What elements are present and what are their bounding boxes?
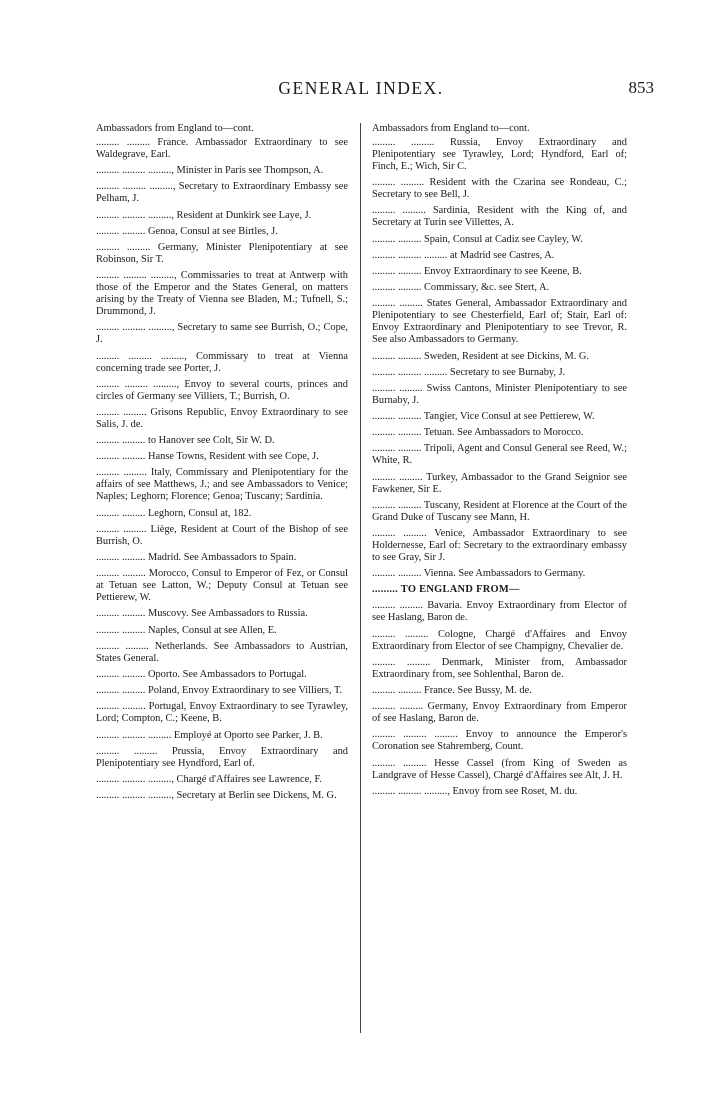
index-entry: ......... ......... Venice, Ambassador Extraordinary to see Holdernesse, Earl of: Secretary to the extraordinary embassy to see Gray, Sir J. <box>372 528 627 563</box>
index-entry: ......... ......... Leghorn, Consul at, 182. <box>96 507 252 519</box>
index-entry: ......... ......... ........., Minister in Paris see Thompson, A. <box>96 165 324 177</box>
index-entry: ......... ......... ........., Chargé d'Affaires see Lawrence, F. <box>96 773 323 785</box>
index-entry: ......... ......... States General, Ambassador Extraordinary and Plenipotentiary to see Chesterfield, Earl of; Stair, Earl of: Envoy Extraordinary and Plenipotentiary to see Trevor, R. See also Ambassadors to Germany. <box>372 298 627 346</box>
index-entry: ......... ......... Russia, Envoy Extraordinary and Plenipotentiary see Tyrawley, Lord; Hyndford, Earl of; Finch, E.; Wich, Sir C. <box>372 137 627 172</box>
section-subheading: ......... TO ENGLAND FROM— <box>372 584 520 596</box>
index-entry: ......... ......... ......... at Madrid see Castres, A. <box>372 249 555 261</box>
right-column <box>372 123 627 802</box>
column-divider <box>360 123 361 1033</box>
index-entry: ......... ......... ........., Commissary to treat at Vienna concerning trade see Porter, J. <box>96 350 348 374</box>
index-entry: ......... ......... ........., Resident at Dunkirk see Laye, J. <box>96 209 312 221</box>
index-entry: ......... ......... Cologne, Chargé d'Affaires and Envoy Extraordinary from Elector of see Champigny, Chevalier de. <box>372 628 627 652</box>
index-entry: ......... ......... Italy, Commissary and Plenipotentiary for the affairs of see Matthews, J.; and see Ambassadors to Venice; Naples; Leghorn; Florence; Genoa; Tuscany; Sardinia. <box>96 467 348 503</box>
page-title: GENERAL INDEX. <box>278 78 444 98</box>
index-entry: ......... ......... Tripoli, Agent and Consul General see Reed, W.; White, R. <box>372 443 627 467</box>
index-entry: ......... ......... ........., Envoy to several courts, princes and circles of Germany see Villiers, T.; Burrish, O. <box>96 378 348 402</box>
index-entry: ......... ......... Genoa, Consul at see Birtles, J. <box>96 225 278 237</box>
index-entry: ......... ......... ......... Secretary to see Burnaby, J. <box>372 366 566 378</box>
index-entry: ......... ......... Netherlands. See Ambassadors to Austrian, States General. <box>96 640 348 664</box>
index-entry: ......... ......... Germany, Minister Plenipotentiary at see Robinson, Sir T. <box>96 241 348 265</box>
index-entry: ......... ......... Muscovy. See Ambassadors to Russia. <box>96 608 308 620</box>
page-number: 853 <box>628 78 654 97</box>
index-entry: ......... ......... Naples, Consul at see Allen, E. <box>96 624 277 636</box>
index-entry: ......... ......... Commissary, &c. see Stert, A. <box>372 282 550 294</box>
index-entry: ......... ......... Tuscany, Resident at Florence at the Court of the Grand Duke of Tuscany see Mann, H. <box>372 499 627 523</box>
index-entry: ......... ......... ........., Secretary to same see Burrish, O.; Cope, J. <box>96 322 348 346</box>
index-entry: ......... ......... France. Ambassador Extraordinary to see Waldegrave, Earl. <box>96 137 348 160</box>
index-entry: ......... ......... Madrid. See Ambassadors to Spain. <box>96 552 297 563</box>
index-entry: ......... ......... Poland, Envoy Extraordinary to see Villiers, T. <box>96 685 343 697</box>
index-entry: ......... ......... to Hanover see Colt, Sir W. D. <box>96 435 275 447</box>
index-entry: ......... ......... Envoy Extraordinary to see Keene, B. <box>372 265 582 277</box>
index-entry: ......... ......... Spain, Consul at Cadiz see Cayley, W. <box>372 233 583 245</box>
index-entry: ......... ......... Resident with the Czarina see Rondeau, C.; Secretary to see Bell, J. <box>372 177 627 201</box>
index-entry: ......... ......... Tetuan. See Ambassadors to Morocco. <box>372 427 584 439</box>
index-entry: ......... ......... Sweden, Resident at see Dickins, M. G. <box>372 350 590 362</box>
index-entry: ......... ......... ........., Secretary at Berlin see Dickens, M. G. <box>96 790 337 802</box>
right-column-heading: Ambassadors from England to—cont. <box>372 123 530 134</box>
index-entry: ......... ......... Portugal, Envoy Extraordinary to see Tyrawley, Lord; Compton, C.; Keene, B. <box>96 701 348 725</box>
index-entry: ......... ......... Denmark, Minister from, Ambassador Extraordinary from, see Sohlenthal, Baron de. <box>372 656 627 680</box>
index-entry: ......... ......... ........., Secretary to Extraordinary Embassy see Pelham, J. <box>96 181 348 205</box>
index-entry: ......... ......... Liège, Resident at Court of the Bishop of see Burrish, O. <box>96 523 348 547</box>
index-entry: ......... ......... Tangier, Vice Consul at see Pettierew, W. <box>372 411 595 423</box>
left-column <box>96 123 348 806</box>
index-entry: ......... ......... ........., Envoy from see Roset, M. du. <box>372 785 578 797</box>
index-entry: ......... ......... Sardinia, Resident with the King of, and Secretary at Turin see Villettes, A. <box>372 205 627 229</box>
index-entry: ......... ......... Prussia, Envoy Extraordinary and Plenipotentiary see Hyndford, Earl of. <box>96 745 348 769</box>
index-entry: ......... ......... Turkey, Ambassador to the Grand Seignior see Fawkener, Sir E. <box>372 471 627 495</box>
index-entry: ......... ......... Bavaria. Envoy Extraordinary from Elector of see Haslang, Baron de. <box>372 600 627 624</box>
index-entry: ......... ......... Oporto. See Ambassadors to Portugal. <box>96 668 307 680</box>
index-entry: ......... ......... Hesse Cassel (from King of Sweden as Landgrave of Hesse Cassel), Chargé d'Affaires see Alt, J. H. <box>372 757 627 781</box>
index-entry: ......... ......... Germany, Envoy Extraordinary from Emperor of see Haslang, Baron de. <box>372 701 627 725</box>
index-entry: ......... ......... Hanse Towns, Resident with see Cope, J. <box>96 451 319 463</box>
index-entry: ......... ......... ......... Employé at Oporto see Parker, J. B. <box>96 729 323 741</box>
index-entry: ......... ......... Vienna. See Ambassadors to Germany. <box>372 568 586 580</box>
index-entry: ......... ......... ......... Envoy to announce the Emperor's Coronation see Stahremberg, Count. <box>372 729 627 753</box>
index-entry: ......... ......... France. See Bussy, M. de. <box>372 684 532 696</box>
index-entry: ......... ......... Grisons Republic, Envoy Extraordinary to see Salis, J. de. <box>96 406 348 430</box>
index-entry: ......... ......... ........., Commissaries to treat at Antwerp with those of the Emperor and the States General, on matters arising by the Treaty of Vienna see Bladen, M.; Tufnell, S.; Drummond, J. <box>96 270 348 318</box>
left-column-heading: Ambassadors from England to—cont. <box>96 123 254 134</box>
page-header <box>0 78 722 102</box>
index-entry: ......... ......... Morocco, Consul to Emperor of Fez, or Consul at Tetuan see Latton, W.; Deputy Consul at Tetuan see Pettierew, W. <box>96 568 348 604</box>
index-entry: ......... ......... Swiss Cantons, Minister Plenipotentiary to see Burnaby, J. <box>372 382 627 406</box>
